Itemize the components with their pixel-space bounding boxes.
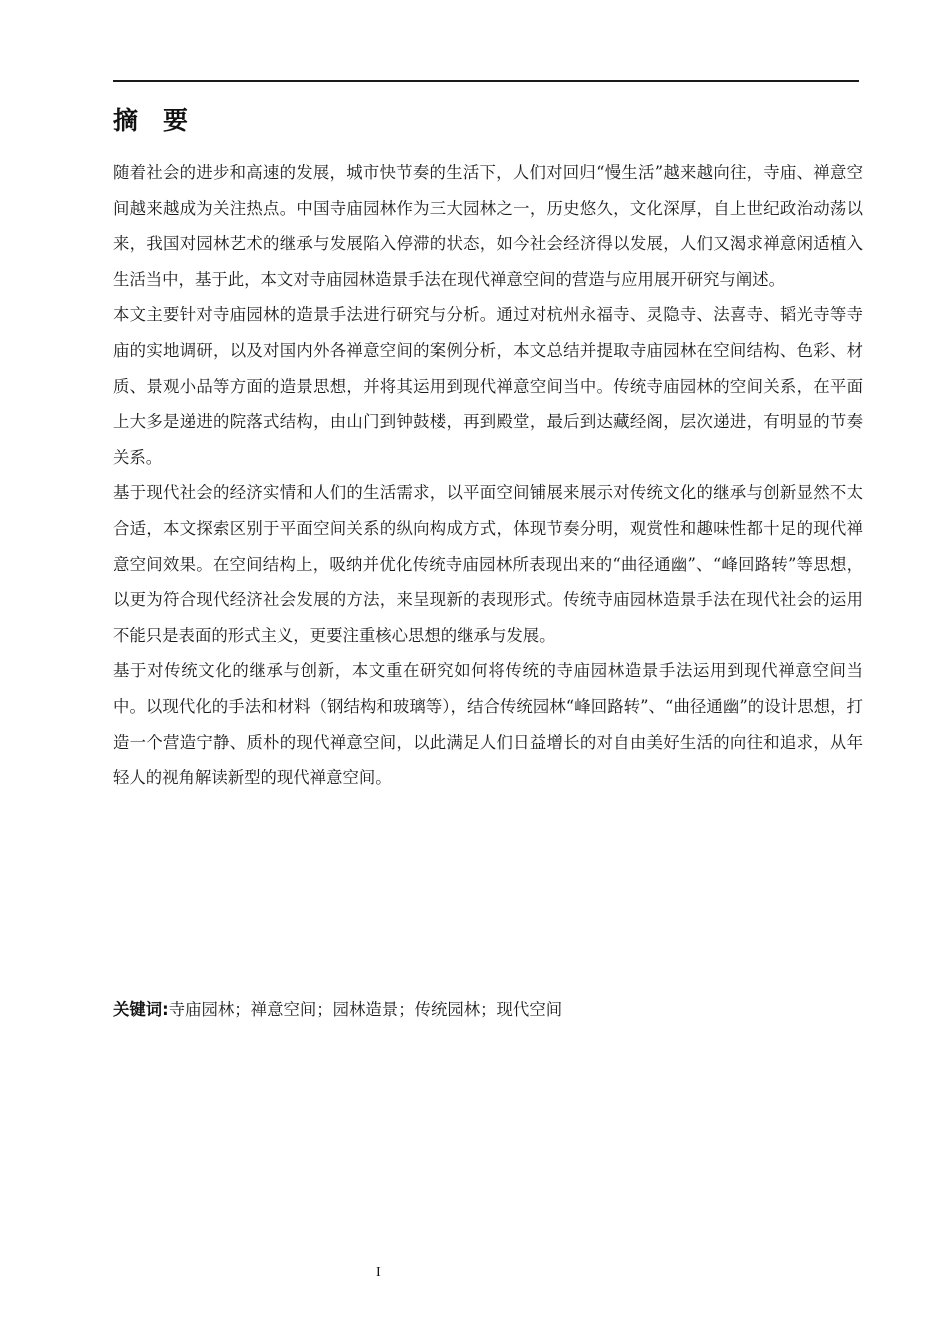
header-rule [113, 80, 859, 82]
abstract-title: 摘 要 [113, 106, 189, 135]
abstract-paragraph-4: 基于对传统文化的继承与创新，本文重在研究如何将传统的寺庙园林造景手法运用到现代禅意空间当中。以现代化的手法和材料（钢结构和玻璃等），结合传统园林“峰回路转”、“曲径通幽”的设计思想，打造一个营造宁静、质朴的现代禅意空间，以此满足人们日益增长的对自由美好生活的向往和追求，从年轻人的视角解读新型的现代禅意空间。 [113, 661, 863, 788]
abstract-paragraph-2: 本文主要针对寺庙园林的造景手法进行研究与分析。通过对杭州永福寺、灵隐寺、法喜寺、韬光寺等寺庙的实地调研，以及对国内外各禅意空间的案例分析，本文总结并提取寺庙园林在空间结构、色彩、材质、景观小品等方面的造景思想，并将其运用到现代禅意空间当中。传统寺庙园林的空间关系，在平面上大多是递进的院落式结构，由山门到钟鼓楼，再到殿堂，最后到达藏经阁，层次递进，有明显的节奏关系。 [113, 305, 863, 467]
keywords-line [113, 996, 562, 1024]
abstract-paragraph-3: 基于现代社会的经济实情和人们的生活需求，以平面空间铺展来展示对传统文化的继承与创新显然不太合适，本文探索区别于平面空间关系的纵向构成方式，体现节奏分明，观赏性和趣味性都十足的现代禅意空间效果。在空间结构上，吸纳并优化传统寺庙园林所表现出来的“曲径通幽”、“峰回路转”等思想，以更为符合现代经济社会发展的方法，来呈现新的表现形式。传统寺庙园林造景手法在现代社会的运用不能只是表面的形式主义，更要注重核心思想的继承与发展。 [113, 483, 863, 645]
keywords-label: 关键词: [113, 1000, 169, 1019]
page-number: I [376, 1265, 381, 1280]
abstract-paragraph-1: 随着社会的进步和高速的发展，城市快节奏的生活下，人们对回归“慢生活”越来越向往，寺庙、禅意空间越来越成为关注热点。中国寺庙园林作为三大园林之一，历史悠久，文化深厚，自上世纪政治动荡以来，我国对园林艺术的继承与发展陷入停滞的状态，如今社会经济得以发展，人们又渴求禅意闲适植入生活当中，基于此，本文对寺庙园林造景手法在现代禅意空间的营造与应用展开研究与阐述。 [113, 163, 863, 289]
abstract-body [113, 155, 863, 796]
keywords-value: 寺庙园林；禅意空间；园林造景；传统园林；现代空间 [168, 1000, 563, 1019]
